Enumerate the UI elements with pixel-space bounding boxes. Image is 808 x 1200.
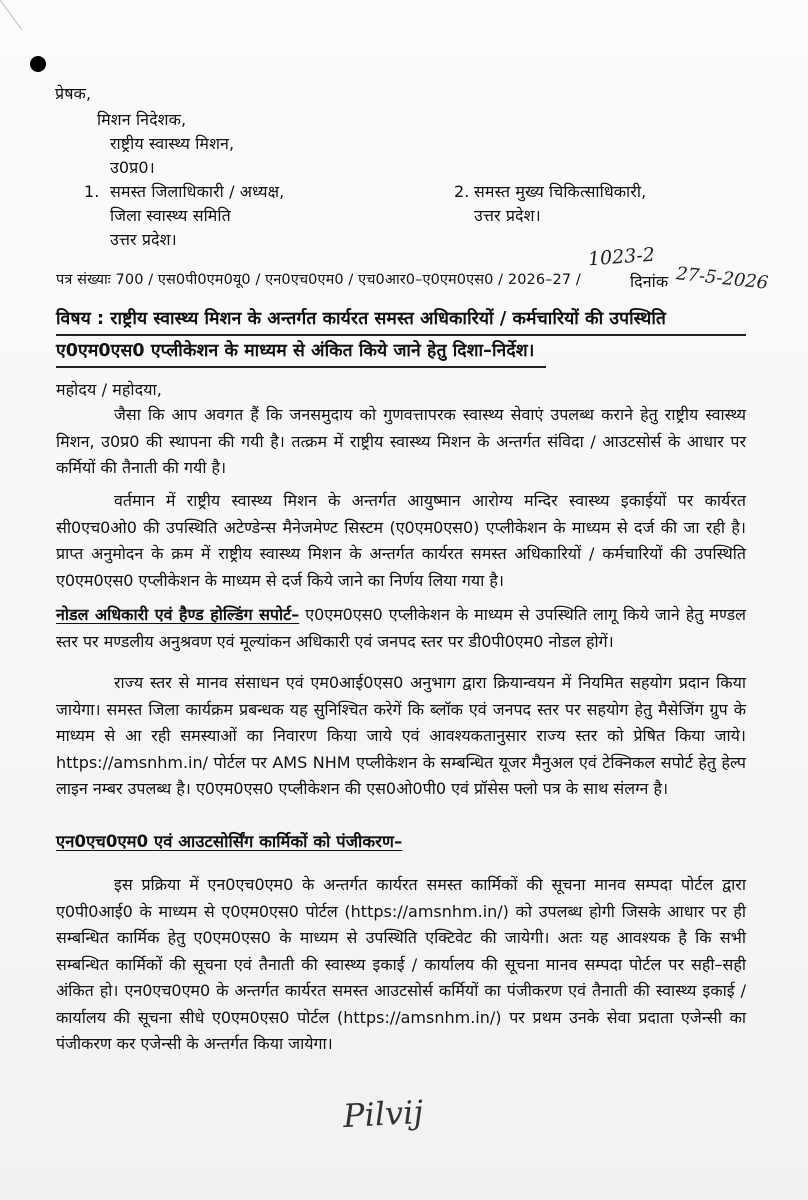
nodal-section bbox=[56, 602, 746, 655]
registration-paragraph: इस प्रक्रिया में एन0एच0एम0 के अन्तर्गत कार्यरत समस्त कार्मिकों की सूचना मानव सम्पदा पोर्टल द्वारा ए0पी0आई0 के माध्यम से ए0एम0एस0 पोर्टल (https://amsnhm.in/) को उपलब्ध होगी जिसके आधार पर ही सम्बन्धित कार्मिक हेतु ए0एम0एस0 के माध्यम से उपस्थिति एक्टिवेट की जायेगी। अतः यह आवश्यक है कि सभी सम्बन्धित कार्मिकों की सूचना एवं तैनाती की स्वास्थ्य इकाई / कार्यालय की सूचना मानव सम्पदा पोर्टल पर सही–सही अंकित हो। एन0एच0एम0 के अन्तर्गत कार्यरत समस्त आउटसोर्स कर्मियों का पंजीकरण एवं तैनाती की स्वास्थ्य इकाई / कार्यालय की सूचना सीधे ए0एम0एस0 पोर्टल (https://amsnhm.in/) पर प्रथम उनके सेवा प्रदाता एजेन्सी का पंजीकरण कर एजेन्सी के अन्तर्गत किया जायेगा। bbox=[56, 875, 746, 1053]
page-fold-mark bbox=[0, 0, 30, 30]
registration-heading: एन0एच0एम0 एवं आउटसोर्सिंग कार्मिकों को पंजीकरण– bbox=[56, 832, 403, 851]
paragraph-3: राज्य स्तर से मानव संसाधन एवं एम0आई0एस0 अनुभाग द्वारा क्रियान्वयन में नियमित सहयोग प्रदान किया जायेगा। समस्त जिला कार्यक्रम प्रबन्धक यह सुनिश्चित करेगें कि ब्लॉक एवं जनपद स्तर पर सहयोग हेतु मैसेजिंग ग्रुप के माध्यम से आ रही समस्याओं का निवारण किया जाये एवं आवश्यकतानुसार राज्य स्तर को प्रेषित किया जाये। https://amsnhm.in/ पोर्टल पर AMS NHM एप्लीकेशन के सम्बन्धित यूजर मैनुअल एवं टेक्निकल सपोर्ट हेतु हेल्प लाइन नम्बर उपलब्ध है। ए0एम0एस0 एप्लीकेशन की एस0ओ0पी0 एवं प्रॉसेस फ्लो पत्र के साथ संलग्न है। bbox=[56, 673, 746, 798]
date-label: दिनांक bbox=[630, 272, 669, 291]
recipient-2-line1: समस्त मुख्य चिकित्साधिकारी, bbox=[474, 182, 647, 201]
recipient-1-line3: उत्तर प्रदेश। bbox=[110, 230, 177, 249]
nodal-text: ए0एम0एस0 एप्लीकेशन के माध्यम से उपस्थिति लागू किये जाने हेतु मण्डल स्तर पर मण्डलीय अनुश्रवण एवं मूल्यांकन अधिकारी एवं जनपद स्तर पर डी0पी0एम0 नोडल होगें। bbox=[56, 605, 746, 651]
recipient-1-line2: जिला स्वास्थ्य समिति bbox=[110, 206, 231, 225]
handwritten-date: 27-5-2026 bbox=[675, 263, 770, 294]
punch-hole bbox=[30, 56, 46, 72]
sender-designation: मिशन निदेशक, bbox=[97, 110, 187, 129]
recipient-2-number: 2. bbox=[454, 182, 470, 201]
paragraph-1: जैसा कि आप अवगत हैं कि जनसमुदाय को गुणवत्तापरक स्वास्थ्य सेवाएं उपलब्ध कराने हेतु राष्ट्रीय स्वास्थ्य मिशन, उ0प्र0 की स्थापना की गयी है। तत्क्रम में राष्ट्रीय स्वास्थ्य मिशन के अन्तर्गत संविदा / आउटसोर्स के आधार पर कर्मियों की तैनाती की गयी है। bbox=[56, 405, 746, 477]
salutation: महोदय / महोदया, bbox=[56, 380, 162, 399]
recipient-1-line1: समस्त जिलाधिकारी / अध्यक्ष, bbox=[110, 182, 285, 201]
nodal-heading: नोडल अधिकारी एवं हैण्ड होल्डिंग सपोर्ट– bbox=[56, 605, 300, 624]
paragraph-2: वर्तमान में राष्ट्रीय स्वास्थ्य मिशन के अन्तर्गत आयुष्मान आरोग्य मन्दिर स्वास्थ्य इकाईयों पर कार्यरत सी0एच0ओ0 की उपस्थिति अटेण्डेन्स मैनेजमेण्ट सिस्टम (ए0एम0एस0) एप्लीकेशन के माध्यम से दर्ज की जा रही है। प्राप्त अनुमोदन के क्रम में राष्ट्रीय स्वास्थ्य मिशन के अन्तर्गत कार्यरत समस्त अधिकारियों / कर्मचारियों की उपस्थिति ए0एम0एस0 एप्लीकेशन के माध्यम से दर्ज किये जाने का निर्णय लिया गया है। bbox=[56, 491, 746, 590]
sender-label: प्रेषक, bbox=[55, 84, 92, 103]
subject-line-1: विषय : राष्ट्रीय स्वास्थ्य मिशन के अन्तर्गत कार्यरत समस्त अधिकारियों / कर्मचारियों की उपस्थिति bbox=[56, 309, 667, 329]
subject-underline-2 bbox=[56, 366, 546, 368]
recipient-2-line2: उत्तर प्रदेश। bbox=[474, 206, 541, 225]
signature: Pilvij bbox=[342, 1092, 425, 1136]
sender-state: उ0प्र0। bbox=[110, 158, 155, 177]
letter-reference-number: पत्र संख्याः 700 / एस0पी0एम0यू0 / एन0एच0एम0 / एच0आर0–ए0एम0एस0 / 2026–27 / bbox=[56, 272, 581, 288]
recipient-1-number: 1. bbox=[84, 182, 100, 201]
handwritten-dispatch-number: 1023-2 bbox=[587, 243, 656, 271]
sender-organisation: राष्ट्रीय स्वास्थ्य मिशन, bbox=[110, 134, 235, 153]
subject-line-2: ए0एम0एस0 एप्लीकेशन के माध्यम से अंकित किये जाने हेतु दिशा–निर्देश। bbox=[56, 341, 535, 361]
